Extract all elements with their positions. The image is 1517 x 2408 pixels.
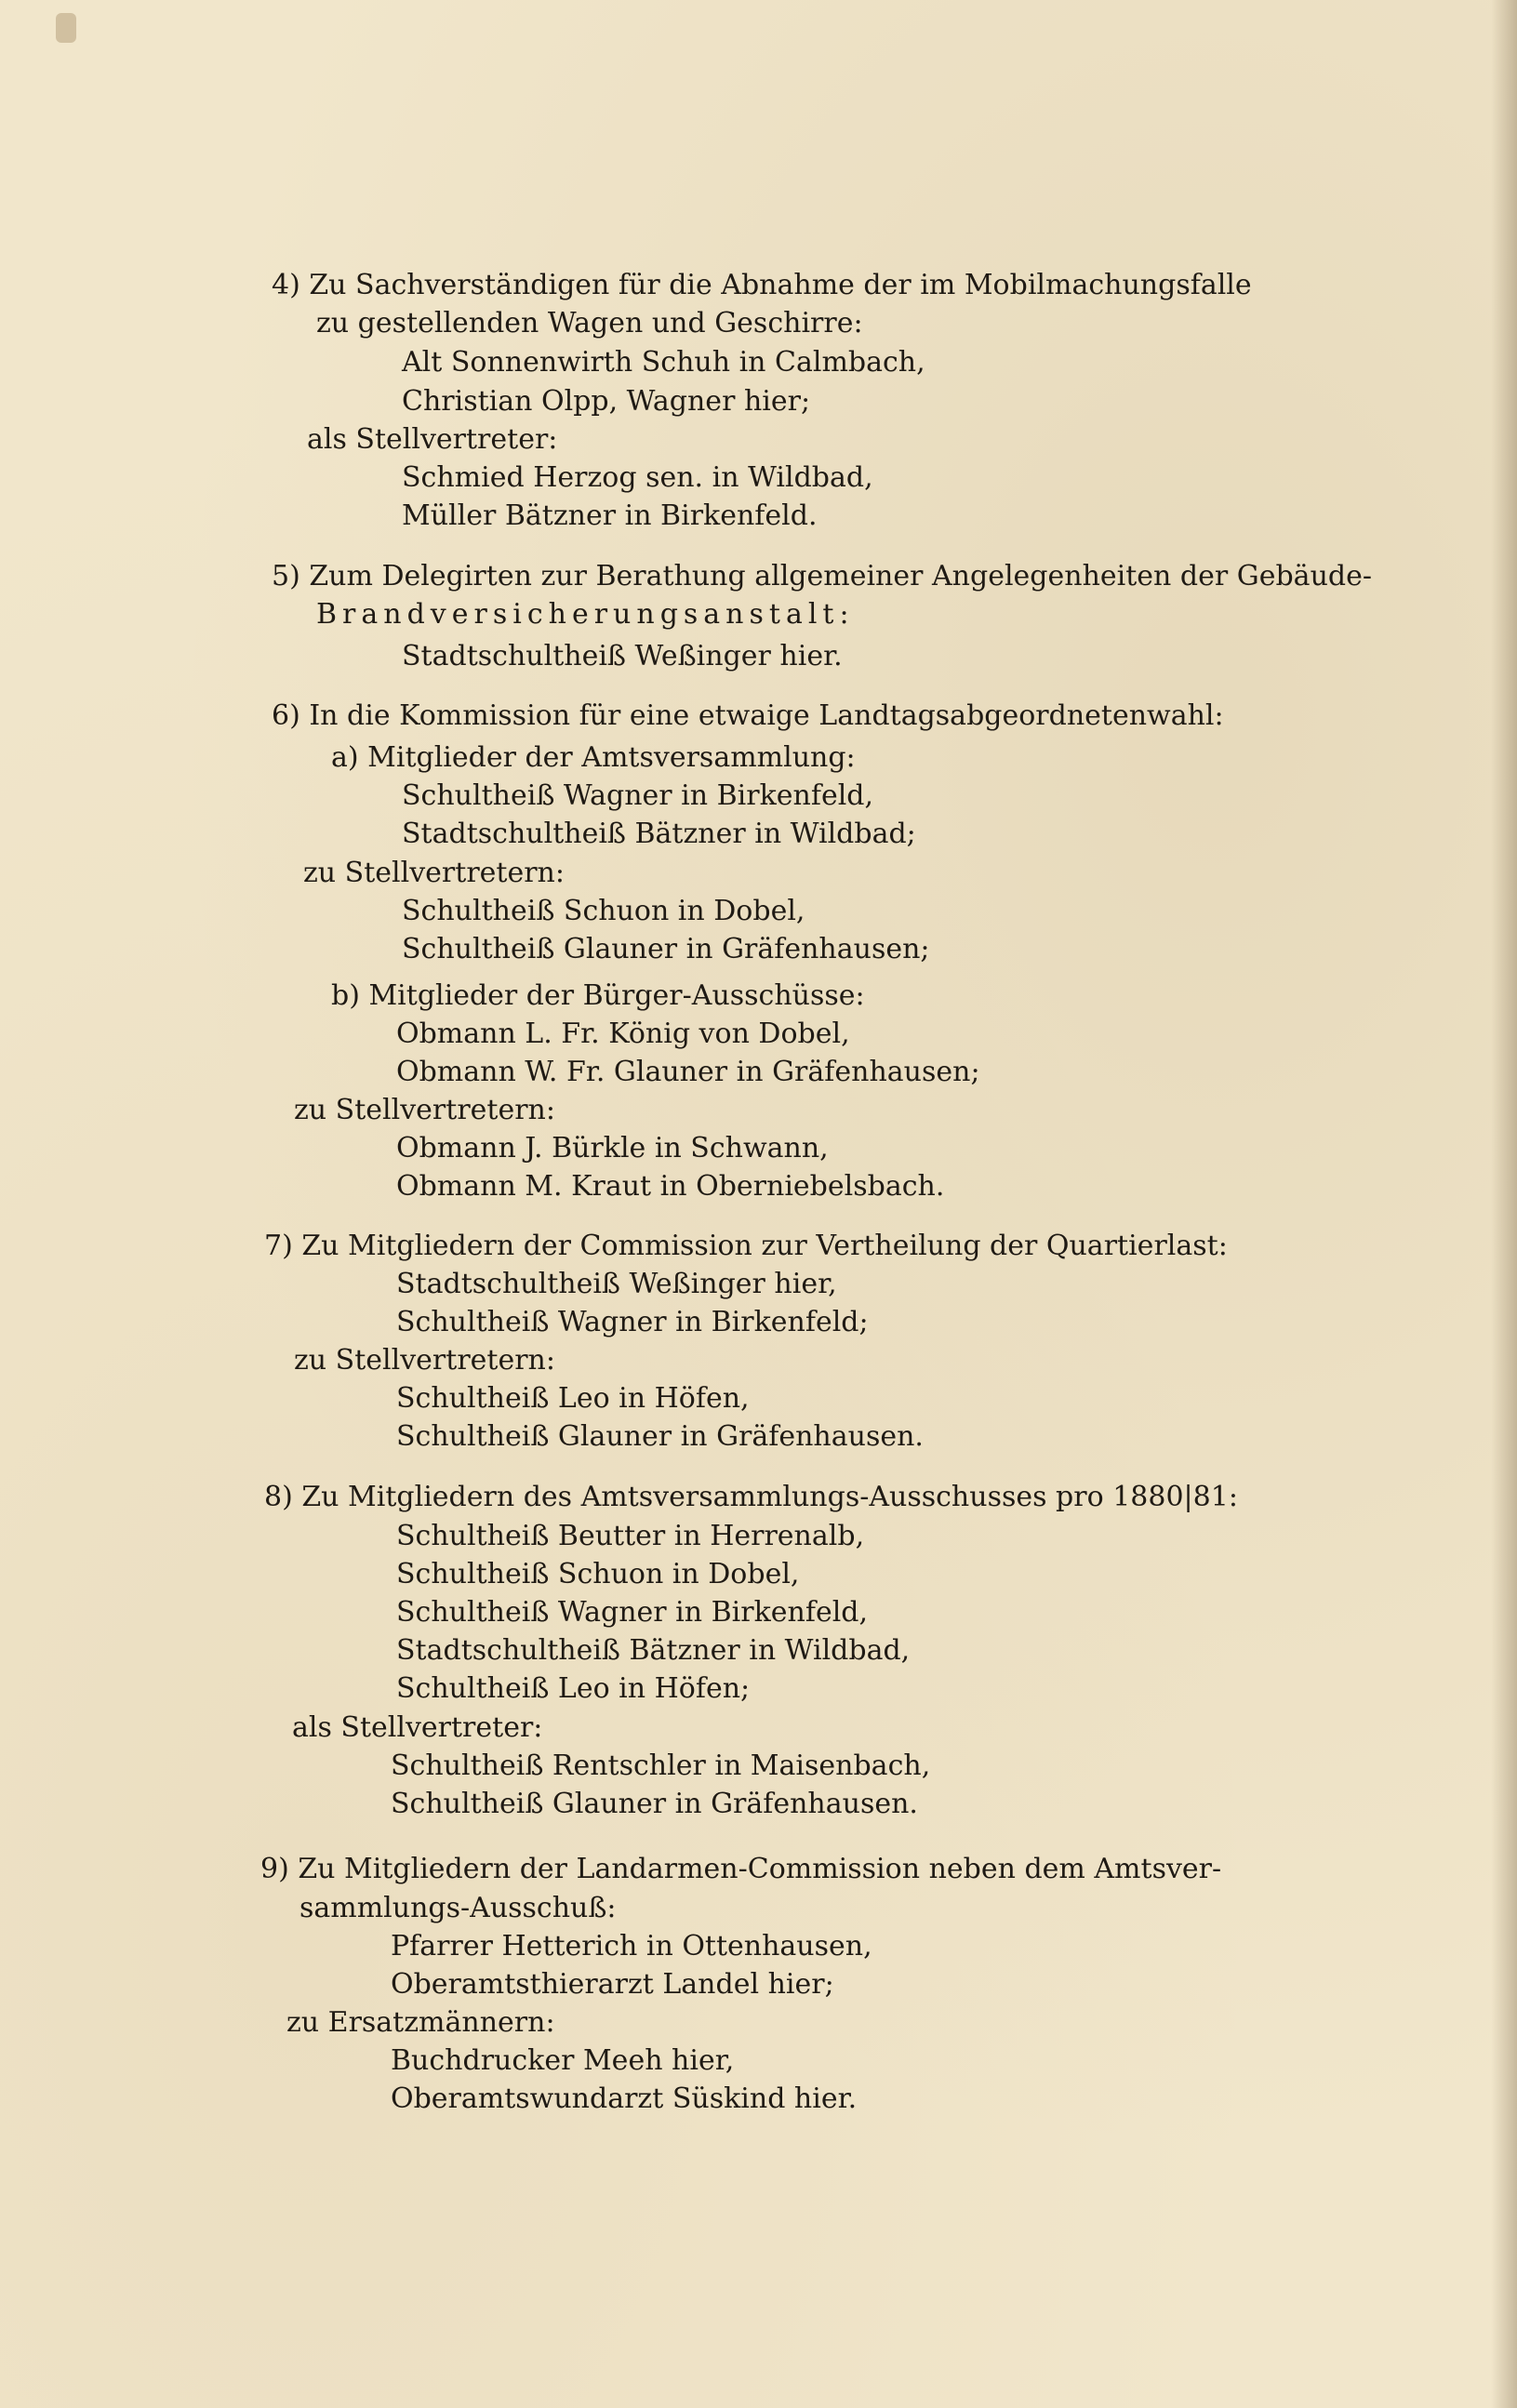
item-8-member: Schultheiß Schuon in Dobel,: [396, 1558, 800, 1590]
item-7-member: Schultheiß Wagner in Birkenfeld;: [396, 1306, 869, 1338]
item-4-member: Christian Olpp, Wagner hier;: [402, 385, 811, 418]
item-8-member: Schultheiß Leo in Höfen;: [396, 1672, 751, 1705]
item-6-heading: 6) In die Kommission für eine etwaige Landtagsabgeordnetenwahl:: [272, 699, 1224, 732]
item-9-substitute: Buchdrucker Meeh hier,: [391, 2044, 735, 2077]
item-4-subheading: als Stellvertreter:: [307, 423, 558, 456]
item-8-member: Schultheiß Wagner in Birkenfeld,: [396, 1596, 869, 1629]
item-4-heading: 4) Zu Sachverständigen für die Abnahme der im Mobilmachungsfalle: [272, 269, 1252, 301]
item-9-subheading: zu Ersatzmännern:: [286, 2006, 555, 2039]
item-6-deputy: Schultheiß Schuon in Dobel,: [402, 895, 805, 927]
item-9-member: Pfarrer Hetterich in Ottenhausen,: [391, 1930, 872, 1962]
item-4-deputy: Müller Bätzner in Birkenfeld.: [402, 499, 818, 532]
item-6-subheading-a: a) Mitglieder der Amtsversammlung:: [331, 741, 856, 774]
item-4-deputy: Schmied Herzog sen. in Wildbad,: [402, 461, 873, 494]
item-8-subheading: als Stellvertreter:: [292, 1711, 543, 1744]
item-6-deputy: Schultheiß Glauner in Gräfenhausen;: [402, 933, 930, 965]
item-5-heading: 5) Zum Delegirten zur Berathung allgemeiner Angelegenheiten der Gebäude-: [272, 560, 1372, 592]
item-4-heading-cont: zu gestellenden Wagen und Geschirre:: [316, 307, 863, 339]
item-8-deputy: Schultheiß Rentschler in Maisenbach,: [391, 1749, 931, 1782]
page-edge-shadow: [1491, 0, 1517, 2408]
item-5-member: Stadtschultheiß Weßinger hier.: [402, 640, 843, 672]
item-6-member: Obmann W. Fr. Glauner in Gräfenhausen;: [396, 1056, 980, 1088]
item-7-heading: 7) Zu Mitgliedern der Commission zur Vertheilung der Quartierlast:: [264, 1230, 1228, 1262]
item-6-member: Obmann L. Fr. König von Dobel,: [396, 1018, 850, 1050]
item-6-subheading-b: b) Mitglieder der Bürger-Ausschüsse:: [331, 979, 865, 1012]
item-7-deputy: Schultheiß Glauner in Gräfenhausen.: [396, 1420, 924, 1453]
item-6-deputy: Obmann M. Kraut in Oberniebelsbach.: [396, 1170, 945, 1203]
page-stain: [56, 13, 76, 43]
item-6-member: Stadtschultheiß Bätzner in Wildbad;: [402, 818, 916, 850]
item-9-heading-cont: sammlungs-Ausschuß:: [299, 1892, 617, 1924]
item-4-member: Alt Sonnenwirth Schuh in Calmbach,: [402, 346, 925, 379]
item-9-member: Oberamtsthierarzt Landel hier;: [391, 1968, 834, 2001]
item-6-subheading: zu Stellvertretern:: [294, 1094, 555, 1126]
item-8-deputy: Schultheiß Glauner in Gräfenhausen.: [391, 1788, 918, 1820]
item-8-heading: 8) Zu Mitgliedern des Amtsversammlungs-Ausschusses pro 1880|81:: [264, 1481, 1238, 1513]
item-5-heading-cont: Brandversicherungsanstalt:: [316, 598, 855, 631]
item-7-deputy: Schultheiß Leo in Höfen,: [396, 1382, 750, 1415]
item-6-member: Schultheiß Wagner in Birkenfeld,: [402, 779, 874, 812]
item-8-member: Stadtschultheiß Bätzner in Wildbad,: [396, 1634, 911, 1667]
item-7-subheading: zu Stellvertretern:: [294, 1344, 555, 1377]
item-9-substitute: Oberamtswundarzt Süskind hier.: [391, 2082, 858, 2115]
item-8-member: Schultheiß Beutter in Herrenalb,: [396, 1520, 865, 1552]
item-6-deputy: Obmann J. Bürkle in Schwann,: [396, 1132, 829, 1164]
item-6-subheading: zu Stellvertretern:: [303, 857, 565, 889]
item-7-member: Stadtschultheiß Weßinger hier,: [396, 1268, 837, 1300]
item-9-heading: 9) Zu Mitgliedern der Landarmen-Commission neben dem Amtsver-: [260, 1853, 1222, 1885]
